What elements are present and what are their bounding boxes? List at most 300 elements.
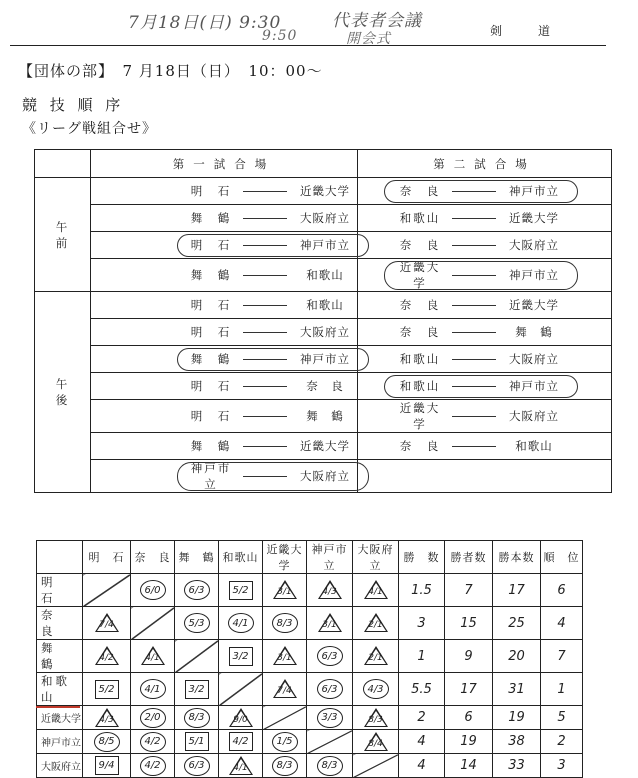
court-2-cell <box>358 259 612 292</box>
court-2-match <box>358 433 611 459</box>
stat-cell: 20 <box>493 640 541 673</box>
result-cell <box>175 673 219 706</box>
court-2-cell <box>358 292 612 319</box>
result-draw-mark: 3/2 <box>185 680 209 699</box>
score-text: 3/1 <box>277 587 292 597</box>
team-a: 近畿大学 <box>399 401 441 431</box>
league-row <box>37 607 583 640</box>
result-cell <box>219 754 263 778</box>
handwritten-meeting-note: 代表者会議 <box>332 11 422 31</box>
team-a: 舞 鶴 <box>190 352 232 366</box>
league-col-header: 勝 数 <box>399 541 445 574</box>
schedule-table <box>34 149 612 493</box>
team-name: 和歌山 <box>37 673 83 706</box>
result-cell <box>175 730 219 754</box>
team-b: 神戸市立 <box>509 268 559 282</box>
team-name: 大阪府立 <box>37 754 83 778</box>
court-2-match <box>358 259 611 291</box>
schedule-row <box>35 460 612 493</box>
schedule-row <box>35 373 612 400</box>
self-match-cell <box>307 730 353 754</box>
court-1-cell <box>91 373 358 400</box>
court-1-match <box>91 259 357 291</box>
stat-cell: 3 <box>399 607 445 640</box>
team-b: 近畿大学 <box>509 298 559 312</box>
result-cell <box>83 754 131 778</box>
circled-mark <box>384 375 578 398</box>
court-2-match <box>358 178 611 204</box>
court-1-match <box>91 433 357 459</box>
team-a: 和歌山 <box>399 211 441 225</box>
handwritten-date-note: 7月18日(日) 9:30 <box>128 13 282 33</box>
result-cell <box>353 607 399 640</box>
circled-mark <box>177 234 369 257</box>
court-2-cell <box>358 373 612 400</box>
result-cell <box>307 607 353 640</box>
score-text: 3/1 <box>277 653 292 663</box>
stat-cell: 4 <box>541 607 583 640</box>
versus-dash <box>452 446 496 447</box>
result-cell <box>307 706 353 730</box>
schedule-row <box>35 292 612 319</box>
stat-cell: 2 <box>541 730 583 754</box>
result-cell <box>175 754 219 778</box>
league-row <box>37 574 583 607</box>
stat-cell: 15 <box>445 607 493 640</box>
team-b: 神戸市立 <box>509 379 559 393</box>
result-loss-mark <box>228 756 254 776</box>
result-draw-mark: 3/2 <box>229 647 253 666</box>
court-1-header: 第一試合場 <box>91 150 358 178</box>
team-b: 神戸市立 <box>300 352 350 366</box>
score-text: 4/3 <box>99 714 114 725</box>
team-b: 近畿大学 <box>509 211 559 225</box>
court-1-match <box>91 205 357 231</box>
page-heading: 競 技 順 序 <box>22 96 125 114</box>
court-2-match <box>358 292 611 318</box>
team-a: 舞 鶴 <box>190 439 232 453</box>
result-cell <box>353 574 399 607</box>
league-row <box>37 730 583 754</box>
stat-cell: 1 <box>399 640 445 673</box>
court-2-cell <box>358 178 612 205</box>
court-1-match <box>91 232 357 258</box>
court-1-match <box>91 292 357 318</box>
result-cell <box>263 640 307 673</box>
result-win-mark: 8/3 <box>272 613 298 633</box>
team-a: 舞 鶴 <box>190 211 232 225</box>
versus-dash <box>243 191 287 192</box>
result-cell <box>219 706 263 730</box>
result-loss-mark <box>363 708 389 728</box>
team-a: 奈 良 <box>399 238 441 252</box>
league-col-header: 舞 鶴 <box>175 541 219 574</box>
court-1-cell <box>91 460 358 493</box>
result-loss-mark <box>272 679 298 699</box>
league-table <box>36 540 583 778</box>
result-draw-mark: 5/2 <box>95 680 119 699</box>
result-cell <box>219 640 263 673</box>
team-a: 舞 鶴 <box>190 268 232 282</box>
court-1-match <box>91 178 357 204</box>
versus-dash <box>452 305 496 306</box>
result-win-mark: 3/3 <box>317 708 343 728</box>
self-match-cell <box>175 640 219 673</box>
court-2-cell <box>358 346 612 373</box>
versus-dash <box>452 416 496 417</box>
stat-cell: 33 <box>493 754 541 778</box>
result-cell <box>131 574 175 607</box>
court-1-match <box>91 400 357 432</box>
result-cell <box>83 607 131 640</box>
score-text: 4/3 <box>322 587 337 597</box>
result-cell <box>219 730 263 754</box>
league-col-header: 勝者数 <box>445 541 493 574</box>
league-col-header: 和歌山 <box>219 541 263 574</box>
court-1-cell <box>91 232 358 259</box>
self-match-cell <box>263 706 307 730</box>
schedule-row <box>35 259 612 292</box>
self-match-cell <box>83 574 131 607</box>
schedule-row <box>35 178 612 205</box>
period-afternoon: 午後 <box>35 292 91 493</box>
team-b: 神戸市立 <box>300 238 350 252</box>
court-1-cell <box>91 400 358 433</box>
team-name: 神戸市立 <box>37 730 83 754</box>
result-win-mark: 4/3 <box>363 679 389 699</box>
stat-cell: 9 <box>445 640 493 673</box>
team-a: 明 石 <box>190 238 232 252</box>
team-b: 和歌山 <box>306 268 344 282</box>
court-2-cell <box>358 400 612 433</box>
court-1-cell <box>91 346 358 373</box>
team-a: 明 石 <box>190 325 232 339</box>
score-text: 3/1 <box>322 620 337 630</box>
result-loss-mark <box>94 613 120 633</box>
team-a: 奈 良 <box>399 184 441 198</box>
team-b: 神戸市立 <box>509 184 559 198</box>
stat-cell: 5 <box>541 706 583 730</box>
league-row <box>37 706 583 730</box>
league-body <box>37 574 583 778</box>
stat-cell: 7 <box>445 574 493 607</box>
score-text: 8/3 <box>368 714 383 725</box>
league-col-header <box>37 541 83 574</box>
team-b: 大阪府立 <box>509 352 559 366</box>
result-cell <box>131 730 175 754</box>
league-header-row <box>37 541 583 574</box>
schedule-row <box>35 346 612 373</box>
schedule-header-row <box>35 150 612 178</box>
result-cell <box>307 640 353 673</box>
team-a: 明 石 <box>190 409 232 423</box>
result-loss-mark <box>363 646 389 666</box>
result-cell <box>263 730 307 754</box>
team-b: 和歌山 <box>306 298 344 312</box>
court-1-match <box>91 373 357 399</box>
result-cell <box>83 730 131 754</box>
court-2-match <box>358 205 611 231</box>
result-loss-mark <box>272 646 298 666</box>
stat-cell: 1 <box>541 673 583 706</box>
court-2-cell <box>358 460 612 493</box>
result-loss-mark <box>317 580 343 600</box>
result-cell <box>219 574 263 607</box>
result-cell <box>83 706 131 730</box>
result-draw-mark: 9/4 <box>95 756 119 775</box>
section-title: 【団体の部】 7 月18日（日） 10：00〜 <box>18 62 323 80</box>
circled-mark <box>384 180 578 203</box>
result-win-mark: 6/3 <box>317 679 343 699</box>
schedule-row <box>35 232 612 259</box>
self-match-cell <box>131 607 175 640</box>
score-text: 7/4 <box>99 620 114 630</box>
score-text: 2/1 <box>368 653 383 663</box>
league-col-header: 大阪府立 <box>353 541 399 574</box>
circled-mark <box>384 261 578 290</box>
league-col-header: 勝本数 <box>493 541 541 574</box>
period-morning: 午前 <box>35 178 91 292</box>
result-loss-mark <box>363 613 389 633</box>
team-b: 大阪府立 <box>300 469 350 483</box>
underline-mark <box>36 706 80 708</box>
team-a: 奈 良 <box>399 325 441 339</box>
court-2-cell <box>358 205 612 232</box>
result-win-mark: 8/3 <box>184 708 210 728</box>
result-draw-mark: 4/2 <box>229 732 253 751</box>
stat-cell: 4 <box>399 730 445 754</box>
team-b: 大阪府立 <box>300 211 350 225</box>
court-2-header: 第二試合場 <box>358 150 612 178</box>
team-a: 近畿大学 <box>399 260 441 290</box>
result-cell <box>175 706 219 730</box>
result-cell <box>353 640 399 673</box>
result-cell <box>131 754 175 778</box>
result-cell <box>175 607 219 640</box>
result-cell <box>353 730 399 754</box>
team-b: 大阪府立 <box>300 325 350 339</box>
result-cell <box>263 754 307 778</box>
score-text: 4/2 <box>99 653 114 663</box>
result-cell <box>131 640 175 673</box>
result-cell <box>307 754 353 778</box>
stat-cell: 25 <box>493 607 541 640</box>
score-text: 7/4 <box>277 686 292 696</box>
court-2-match <box>358 460 611 492</box>
result-cell <box>307 574 353 607</box>
result-win-mark: 6/3 <box>184 580 210 600</box>
versus-dash <box>452 245 496 246</box>
result-cell <box>353 706 399 730</box>
court-1-cell <box>91 205 358 232</box>
stat-cell: 17 <box>493 574 541 607</box>
versus-dash <box>243 386 287 387</box>
team-name: 明 石 <box>37 574 83 607</box>
versus-dash <box>243 275 287 276</box>
court-2-match <box>358 232 611 258</box>
score-text: 9/0 <box>233 714 248 725</box>
versus-dash <box>243 305 287 306</box>
result-win-mark: 5/3 <box>184 613 210 633</box>
result-win-mark: 8/3 <box>317 756 343 776</box>
versus-dash <box>243 446 287 447</box>
result-cell <box>131 706 175 730</box>
result-win-mark: 8/3 <box>272 756 298 776</box>
team-a: 明 石 <box>190 184 232 198</box>
team-b: 舞 鶴 <box>306 409 344 423</box>
result-win-mark: 4/1 <box>228 613 254 633</box>
team-b: 舞 鶴 <box>515 325 553 339</box>
league-col-header: 神戸市立 <box>307 541 353 574</box>
result-win-mark: 8/5 <box>94 732 120 752</box>
court-1-cell <box>91 259 358 292</box>
score-text: 2/1 <box>368 620 383 630</box>
result-loss-mark <box>317 613 343 633</box>
team-name: 奈 良 <box>37 607 83 640</box>
score-text: 4/1 <box>145 653 160 663</box>
schedule-row <box>35 433 612 460</box>
team-a: 和歌山 <box>399 352 441 366</box>
result-cell <box>131 673 175 706</box>
team-a: 奈 良 <box>399 439 441 453</box>
court-2-cell <box>358 319 612 346</box>
court-1-match <box>91 346 357 372</box>
team-a: 明 石 <box>190 298 232 312</box>
court-2-match <box>358 346 611 372</box>
stat-cell: 3 <box>541 754 583 778</box>
team-name: 近畿大学 <box>37 706 83 730</box>
league-col-header: 近畿大学 <box>263 541 307 574</box>
page-subheading: 《リーグ戦組合せ》 <box>22 121 157 137</box>
circled-mark <box>177 348 369 371</box>
versus-dash <box>243 332 287 333</box>
stat-cell: 7 <box>541 640 583 673</box>
score-text: 4/1 <box>368 587 383 597</box>
schedule-corner-cell <box>35 150 91 178</box>
court-1-cell <box>91 292 358 319</box>
result-cell <box>175 574 219 607</box>
stat-cell: 17 <box>445 673 493 706</box>
result-loss-mark <box>272 580 298 600</box>
result-win-mark: 6/3 <box>317 646 343 666</box>
result-cell <box>83 673 131 706</box>
result-cell <box>263 574 307 607</box>
league-col-header: 奈 良 <box>131 541 175 574</box>
stat-cell: 1.5 <box>399 574 445 607</box>
result-cell <box>263 607 307 640</box>
result-draw-mark: 5/2 <box>229 581 253 600</box>
stat-cell: 14 <box>445 754 493 778</box>
result-cell <box>219 607 263 640</box>
result-loss-mark <box>94 646 120 666</box>
result-win-mark: 4/2 <box>140 756 166 776</box>
court-2-match <box>358 319 611 345</box>
team-a: 明 石 <box>190 379 232 393</box>
self-match-cell <box>353 754 399 778</box>
result-win-mark: 4/2 <box>140 732 166 752</box>
versus-dash <box>243 218 287 219</box>
handwritten-ceremony-note: 開会式 <box>346 31 391 47</box>
self-match-cell <box>219 673 263 706</box>
league-row <box>37 673 583 706</box>
stat-cell: 38 <box>493 730 541 754</box>
result-win-mark: 2/0 <box>140 708 166 728</box>
league-row <box>37 754 583 778</box>
team-a: 奈 良 <box>399 298 441 312</box>
versus-dash <box>452 218 496 219</box>
stat-cell: 5.5 <box>399 673 445 706</box>
schedule-body <box>35 178 612 493</box>
schedule-row <box>35 319 612 346</box>
score-text: 8/4 <box>368 738 383 749</box>
schedule-row <box>35 205 612 232</box>
result-win-mark: 6/3 <box>184 756 210 776</box>
result-loss-mark <box>363 580 389 600</box>
court-2-cell <box>358 433 612 460</box>
result-loss-mark <box>363 732 389 752</box>
court-1-cell <box>91 433 358 460</box>
team-a: 和歌山 <box>399 379 441 393</box>
team-b: 大阪府立 <box>509 238 559 252</box>
court-1-match <box>91 319 357 345</box>
result-win-mark: 1/5 <box>272 732 298 752</box>
score-text: 4/1 <box>233 762 248 773</box>
result-win-mark: 4/1 <box>140 679 166 699</box>
header-rule <box>10 45 606 46</box>
stat-cell: 6 <box>445 706 493 730</box>
league-col-header: 順 位 <box>541 541 583 574</box>
team-a: 神戸市立 <box>190 461 232 491</box>
versus-dash <box>452 359 496 360</box>
versus-dash <box>452 332 496 333</box>
result-loss-mark <box>140 646 166 666</box>
stat-cell: 6 <box>541 574 583 607</box>
page-category-label: 剣 道 <box>490 24 551 38</box>
stat-cell: 19 <box>493 706 541 730</box>
team-name: 舞 鶴 <box>37 640 83 673</box>
team-b: 近畿大学 <box>300 439 350 453</box>
circled-mark <box>177 462 369 491</box>
court-2-match <box>358 373 611 399</box>
league-col-header: 明 石 <box>83 541 131 574</box>
result-cell <box>307 673 353 706</box>
court-1-cell <box>91 178 358 205</box>
team-b: 大阪府立 <box>509 409 559 423</box>
stat-cell: 19 <box>445 730 493 754</box>
result-cell <box>83 640 131 673</box>
versus-dash <box>243 416 287 417</box>
stat-cell: 2 <box>399 706 445 730</box>
result-draw-mark: 5/1 <box>185 732 209 751</box>
court-1-cell <box>91 319 358 346</box>
stat-cell: 31 <box>493 673 541 706</box>
court-1-match <box>91 460 357 492</box>
schedule-row <box>35 400 612 433</box>
court-2-cell <box>358 232 612 259</box>
result-cell <box>263 673 307 706</box>
court-2-match <box>358 400 611 432</box>
team-b: 和歌山 <box>515 439 553 453</box>
team-b: 奈 良 <box>306 379 344 393</box>
result-cell <box>353 673 399 706</box>
league-row <box>37 640 583 673</box>
team-b: 近畿大学 <box>300 184 350 198</box>
stat-cell: 4 <box>399 754 445 778</box>
result-win-mark: 6/0 <box>140 580 166 600</box>
result-loss-mark <box>94 708 120 728</box>
result-loss-mark <box>228 708 254 728</box>
handwritten-time-note: 9:50 <box>262 28 298 44</box>
